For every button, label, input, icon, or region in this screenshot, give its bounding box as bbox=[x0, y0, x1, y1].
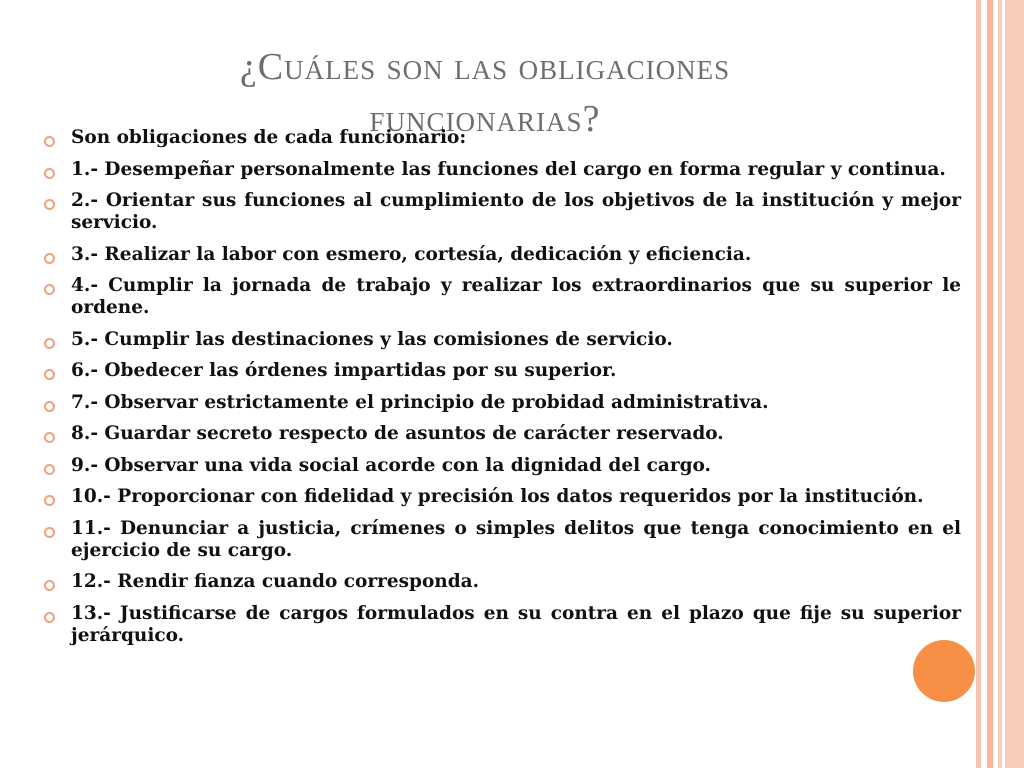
list-item bbox=[44, 518, 961, 562]
list-item-text: 7.- Observar estrictamente el principio de probidad administrativa. bbox=[71, 391, 769, 413]
bullet-icon bbox=[44, 464, 55, 475]
list-item bbox=[44, 455, 961, 477]
bullet-icon bbox=[44, 199, 55, 210]
list-item bbox=[44, 244, 961, 266]
list-item-text: 8.- Guardar secreto respecto de asuntos de carácter reservado. bbox=[71, 423, 724, 444]
bullet-icon bbox=[44, 369, 55, 380]
list-item-text: 3.- Realizar la labor con esmero, cortesía, dedicación y eficiencia. bbox=[71, 243, 752, 265]
list-item-text: 11.- Denunciar a justicia, crímenes o simples delitos que tenga conocimiento en el ejercicio de su cargo. bbox=[71, 517, 961, 561]
bullet-icon bbox=[44, 612, 55, 623]
bullet-icon bbox=[44, 495, 55, 506]
slide-title-line-2: funcionarias? bbox=[369, 98, 601, 141]
list-item-text: 9.- Observar una vida social acorde con la dignidad del cargo. bbox=[71, 454, 711, 476]
list-item-text: 4.- Cumplir la jornada de trabajo y realizar los extraordinarios que su superior le ordene. bbox=[71, 275, 961, 318]
bullet-icon bbox=[44, 401, 55, 412]
obligations-list bbox=[44, 127, 961, 656]
list-item-text: 10.- Proporcionar con fidelidad y precisión los datos requeridos por la institución. bbox=[71, 486, 924, 507]
list-item-text: Son obligaciones de cada funcionario: bbox=[71, 127, 467, 148]
slide-title-line-1: ¿Cuáles son las obligaciones bbox=[239, 46, 731, 89]
stripe bbox=[1002, 0, 1005, 768]
list-item-text: 13.- Justificarse de cargos formulados en su contra en el plazo que fije su superior jerárquico. bbox=[71, 602, 961, 646]
list-item bbox=[44, 603, 961, 647]
bullet-icon bbox=[44, 580, 55, 591]
list-item bbox=[44, 360, 961, 382]
list-item bbox=[44, 329, 961, 351]
list-item-text: 1.- Desempeñar personalmente las funciones del cargo en forma regular y continua. bbox=[71, 158, 946, 180]
bullet-icon bbox=[44, 432, 55, 443]
list-item bbox=[44, 190, 961, 234]
list-item bbox=[44, 423, 961, 445]
bullet-icon bbox=[44, 136, 55, 147]
list-item bbox=[44, 159, 961, 181]
bullet-icon bbox=[44, 168, 55, 179]
list-item bbox=[44, 275, 961, 319]
list-item-text: 6.- Obedecer las órdenes impartidas por su superior. bbox=[71, 360, 617, 381]
list-item bbox=[44, 571, 961, 593]
list-item bbox=[44, 392, 961, 414]
bullet-icon bbox=[44, 338, 55, 349]
list-item-text: 2.- Orientar sus funciones al cumplimiento de los objetivos de la institución y mejor servicio. bbox=[71, 190, 961, 233]
list-item bbox=[44, 127, 961, 149]
list-item-text: 5.- Cumplir las destinaciones y las comisiones de servicio. bbox=[71, 328, 673, 350]
list-item-text: 12.- Rendir fianza cuando corresponda. bbox=[71, 571, 480, 592]
bullet-icon bbox=[44, 527, 55, 538]
list-item bbox=[44, 486, 961, 508]
bullet-icon bbox=[44, 253, 55, 264]
bullet-icon bbox=[44, 284, 55, 295]
decorative-stripes bbox=[976, 0, 1024, 768]
